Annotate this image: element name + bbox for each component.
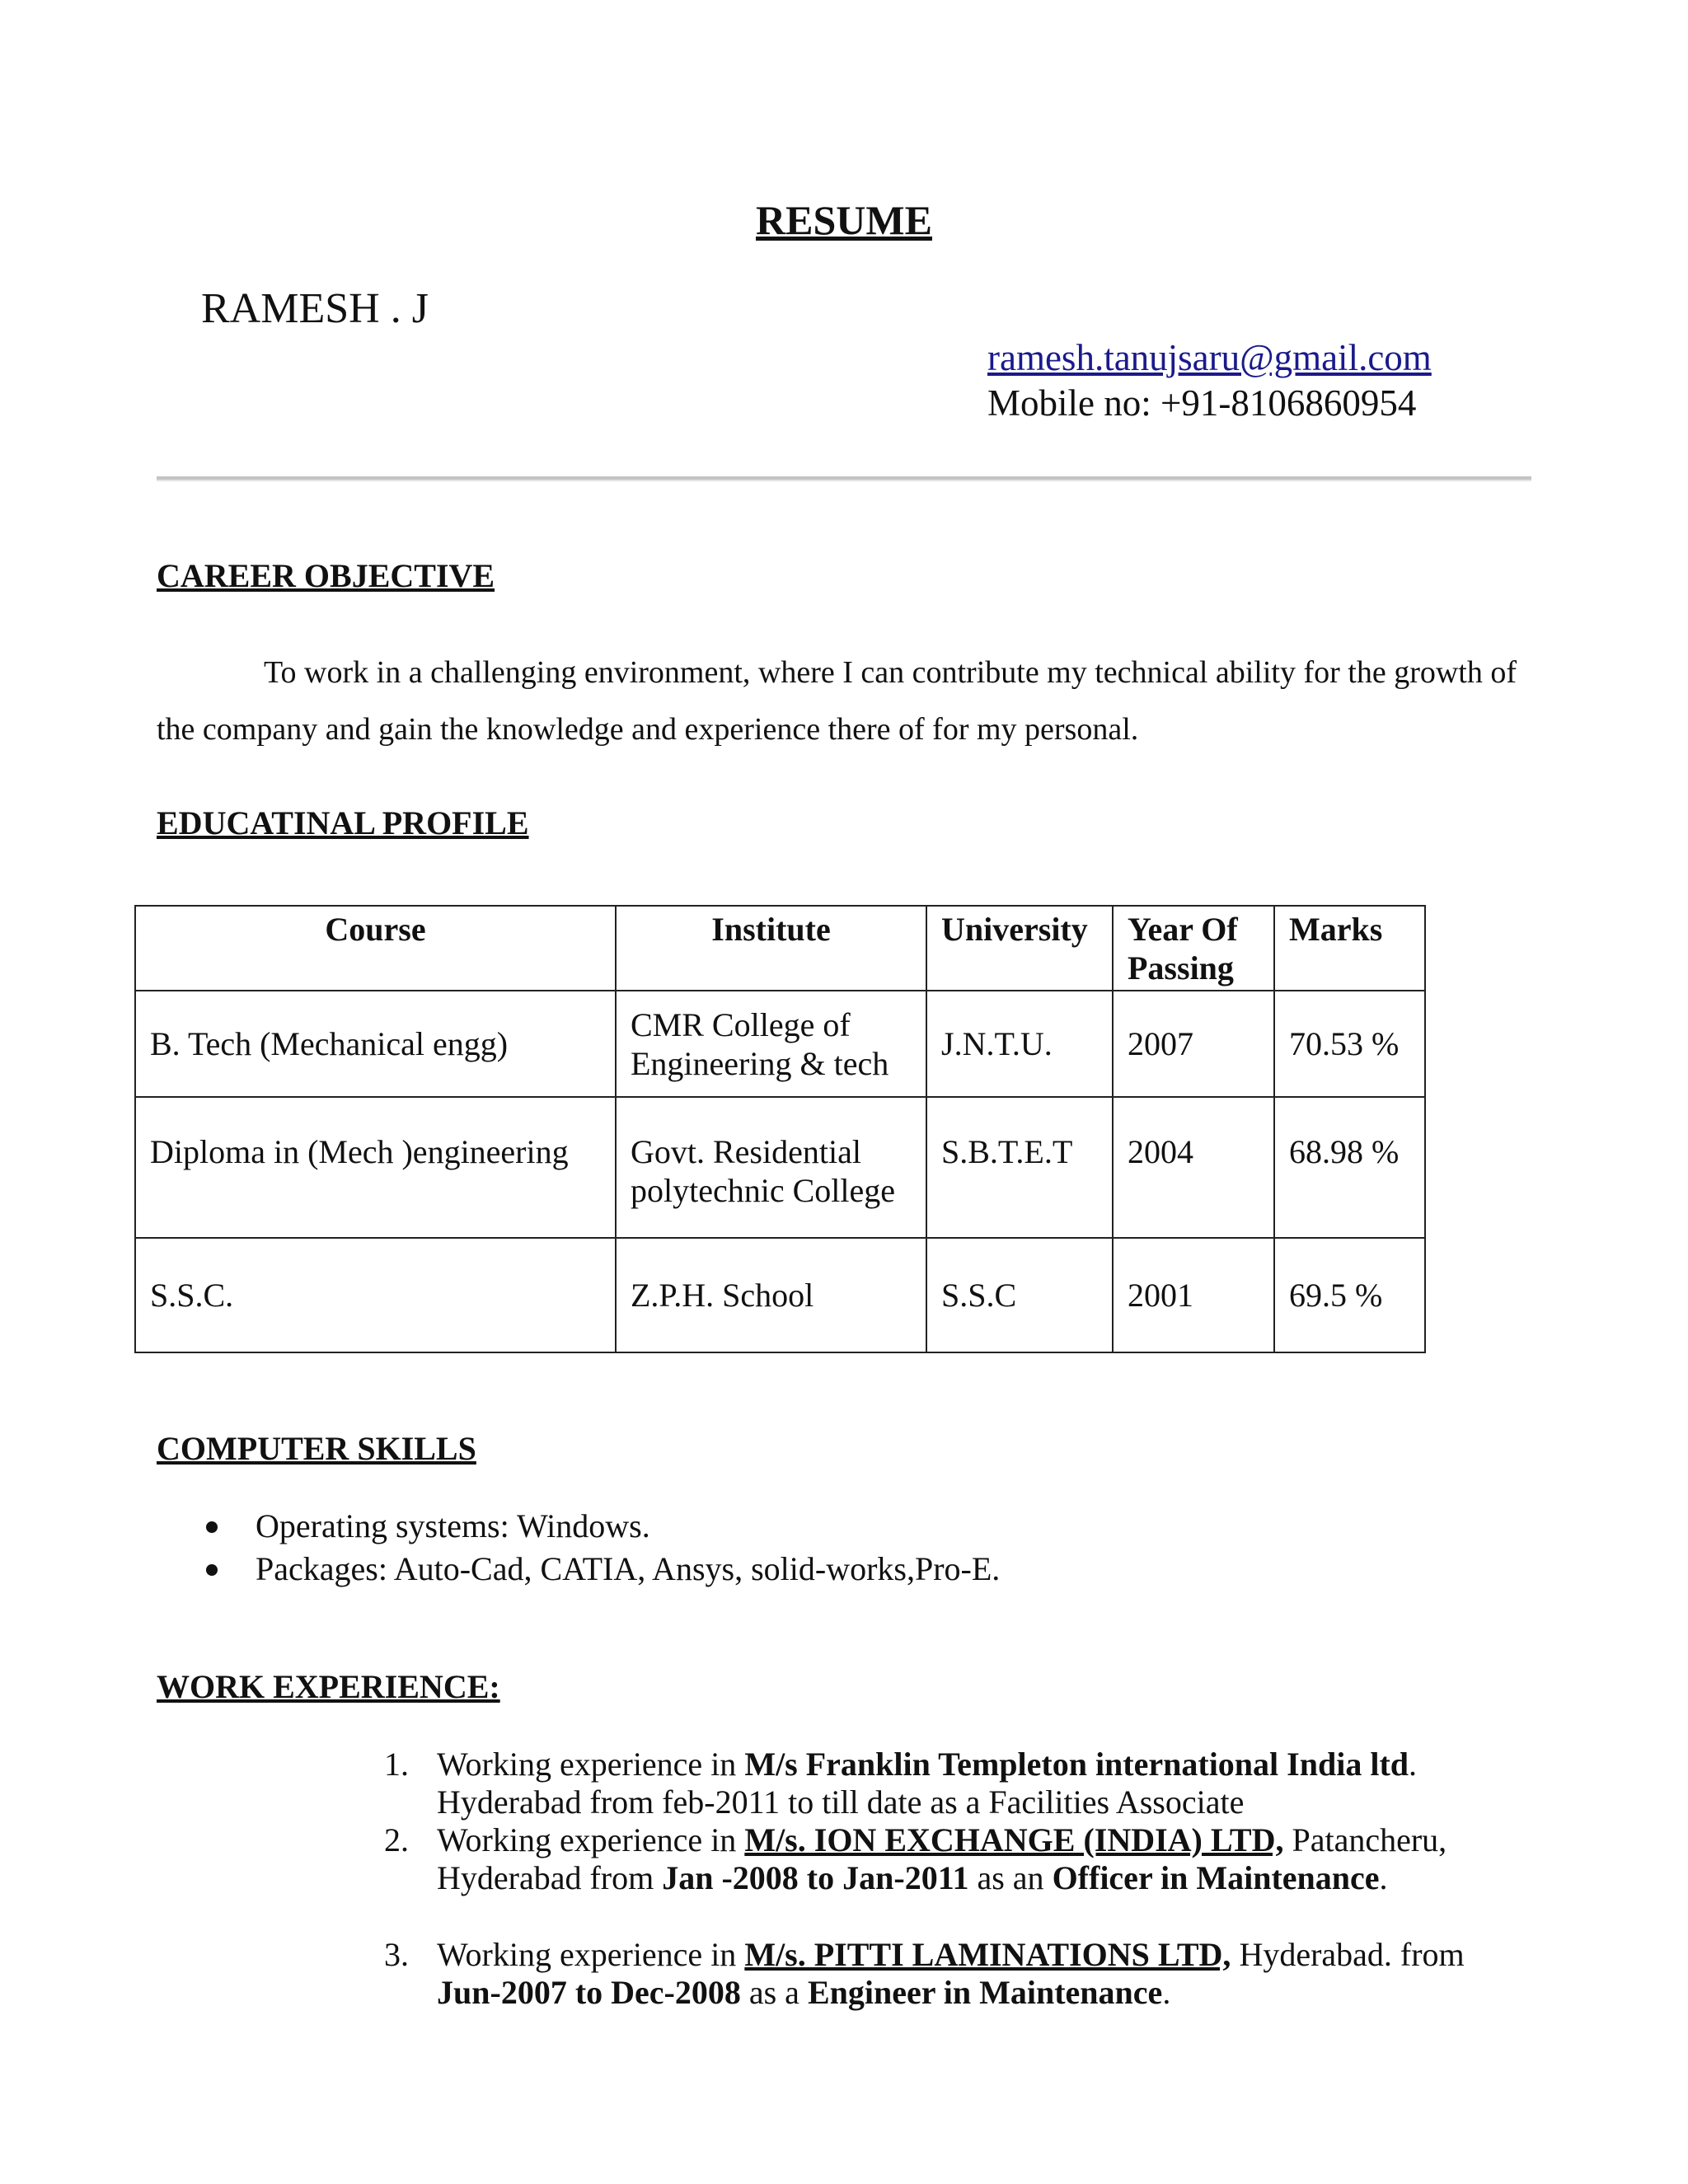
table-cell: Diploma in (Mech )engineering <box>135 1097 616 1238</box>
company-name: M/s. ION EXCHANGE (INDIA) LTD, <box>744 1821 1284 1858</box>
table-row <box>135 991 1425 1097</box>
table-cell: S.B.T.E.T <box>926 1097 1113 1238</box>
work-period: Jun-2007 to Dec-2008 <box>437 1974 741 2011</box>
education-table <box>134 905 1426 1353</box>
list-item <box>206 1548 1000 1591</box>
education-heading: EDUCATINAL PROFILE <box>157 804 529 841</box>
table-cell: Z.P.H. School <box>616 1238 926 1352</box>
column-header: Course <box>135 906 616 991</box>
table-cell: 69.5 % <box>1274 1238 1425 1352</box>
text-fragment: . <box>1379 1859 1388 1896</box>
career-objective-heading: CAREER OBJECTIVE <box>157 557 495 594</box>
table-cell: 2007 <box>1113 991 1274 1097</box>
career-objective-body: To work in a challenging environment, where I can contribute my technical ability for the growth of the company and gain the knowledge and experience there of for my personal. <box>157 655 1517 747</box>
text-fragment: as an <box>968 1859 1053 1896</box>
item-number: 2. <box>384 1821 409 1858</box>
computer-skills-heading: COMPUTER SKILLS <box>157 1430 476 1467</box>
item-number: 3. <box>384 1936 409 1973</box>
table-cell: S.S.C. <box>135 1238 616 1352</box>
table-cell: 68.98 % <box>1274 1097 1425 1238</box>
skills-list <box>206 1505 1000 1591</box>
work-experience-heading: WORK EXPERIENCE: <box>157 1668 500 1705</box>
text-fragment: Patancheru, Hyderabad from <box>437 1821 1447 1896</box>
text-fragment: Hyderabad. from <box>1231 1936 1465 1973</box>
work-item-text <box>437 1821 1533 1897</box>
table-cell: S.S.C <box>926 1238 1113 1352</box>
work-period: Jan -2008 to Jan-2011 <box>662 1859 969 1896</box>
skill-text: Operating systems: Windows. <box>256 1507 650 1544</box>
table-cell: J.N.T.U. <box>926 991 1113 1097</box>
table-cell: CMR College of Engineering & tech <box>616 991 926 1097</box>
bullet-icon <box>206 1521 218 1533</box>
table-row <box>135 1097 1425 1238</box>
job-role: Engineer in Maintenance <box>807 1974 1163 2011</box>
table-cell: 2004 <box>1113 1097 1274 1238</box>
company-name: M/s Franklin Templeton international India ltd <box>744 1746 1409 1783</box>
mobile-number: Mobile no: +91-8106860954 <box>987 382 1417 424</box>
header-divider <box>157 476 1531 481</box>
candidate-name: RAMESH . J <box>201 285 429 332</box>
column-header: Marks <box>1274 906 1425 991</box>
column-header: University <box>926 906 1113 991</box>
text-fragment: as a <box>740 1974 808 2011</box>
work-item-text <box>437 1746 1533 1821</box>
job-role: Officer in Maintenance <box>1052 1859 1380 1896</box>
text-fragment: Working experience in <box>437 1936 745 1973</box>
column-header: Year Of Passing <box>1113 906 1274 991</box>
item-number: 1. <box>384 1746 409 1783</box>
table-header-row <box>135 906 1425 991</box>
text-fragment: Working experience in <box>437 1821 745 1858</box>
text-fragment: Working experience in <box>437 1746 745 1783</box>
table-row <box>135 1238 1425 1352</box>
table-cell: B. Tech (Mechanical engg) <box>135 991 616 1097</box>
company-name: M/s. PITTI LAMINATIONS LTD, <box>744 1936 1231 1973</box>
work-item-text <box>437 1936 1533 2012</box>
table-cell: Govt. Residential polytechnic College <box>616 1097 926 1238</box>
career-objective-text <box>157 644 1558 758</box>
email-link[interactable]: ramesh.tanujsaru@gmail.com <box>987 337 1432 378</box>
column-header: Institute <box>616 906 926 991</box>
table-cell: 70.53 % <box>1274 991 1425 1097</box>
text-fragment: . <box>1162 1974 1171 2011</box>
skill-text: Packages: Auto-Cad, CATIA, Ansys, solid-works,Pro-E. <box>256 1550 1001 1587</box>
page-title: RESUME <box>756 197 932 243</box>
bullet-icon <box>206 1564 218 1576</box>
table-cell: 2001 <box>1113 1238 1274 1352</box>
text-fragment: . Hyderabad from feb-2011 to till date as a Facilities Associate <box>437 1746 1418 1821</box>
list-item <box>206 1505 1000 1548</box>
